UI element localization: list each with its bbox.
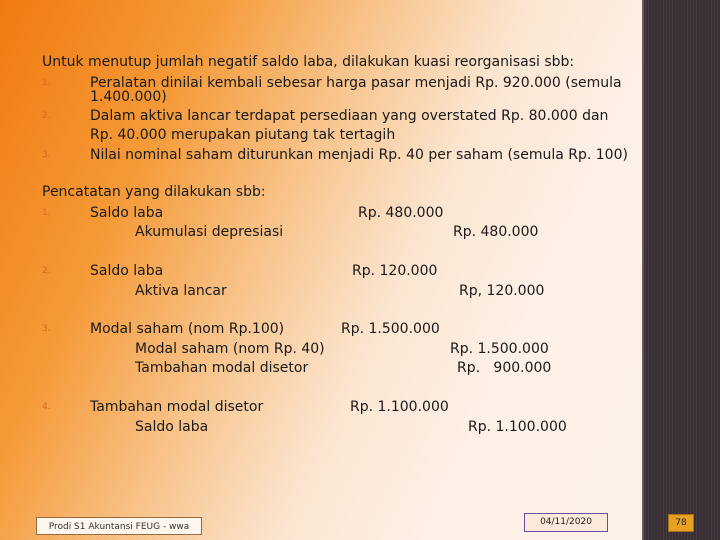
point-text-continued: Rp. 40.000 merupakan piutang tak tertagih [90,127,396,143]
credit-account: Akumulasi depresiasi [135,224,284,240]
footer-course-label: Prodi S1 Akuntansi FEUG - wwa [36,517,202,535]
credit-amount: Rp, 120.000 [459,283,545,299]
debit-amount: Rp. 1.100.000 [350,399,449,415]
credit-amount: Rp. 1.100.000 [468,419,567,435]
side-band-divider [642,0,644,540]
journal-title: Pencatatan yang dilakukan sbb: [42,184,266,200]
entry-number: 2. [42,266,51,276]
credit-amount: Rp. 1.500.000 [450,341,549,357]
debit-amount: Rp. 1.500.000 [341,321,440,337]
debit-account: Modal saham (nom Rp.100) [90,321,285,337]
entry-number: 4. [42,402,51,412]
credit-amount-2: Rp. 900.000 [457,360,552,376]
entry-number: 1. [42,208,51,218]
point-number: 3. [42,150,51,160]
debit-account: Saldo laba [90,263,164,279]
point-number: 1. [42,78,51,88]
credit-account-2: Tambahan modal disetor [135,360,309,376]
debit-amount: Rp. 480.000 [358,205,444,221]
debit-account: Saldo laba [90,205,164,221]
credit-account: Saldo laba [135,419,209,435]
page-number-badge: 78 [668,514,694,532]
debit-amount: Rp. 120.000 [352,263,438,279]
footer-date: 04/11/2020 [524,513,608,532]
point-text: Nilai nominal saham diturunkan menjadi Rp. 40 per saham (semula Rp. 100) [90,147,628,163]
credit-account: Aktiva lancar [135,283,227,299]
point-number: 2. [42,111,51,121]
point-text: Peralatan dinilai kembali sebesar harga pasar menjadi Rp. 920.000 (semula [90,75,622,91]
credit-account: Modal saham (nom Rp. 40) [135,341,325,357]
decorative-side-band [642,0,720,540]
point-text: Dalam aktiva lancar terdapat persediaan yang overstated Rp. 80.000 dan [90,108,609,124]
point-text-continued: 1.400.000) [90,89,167,105]
intro-text: Untuk menutup jumlah negatif saldo laba, dilakukan kuasi reorganisasi sbb: [42,54,575,70]
credit-amount: Rp. 480.000 [453,224,539,240]
debit-account: Tambahan modal disetor [90,399,264,415]
entry-number: 3. [42,324,51,334]
